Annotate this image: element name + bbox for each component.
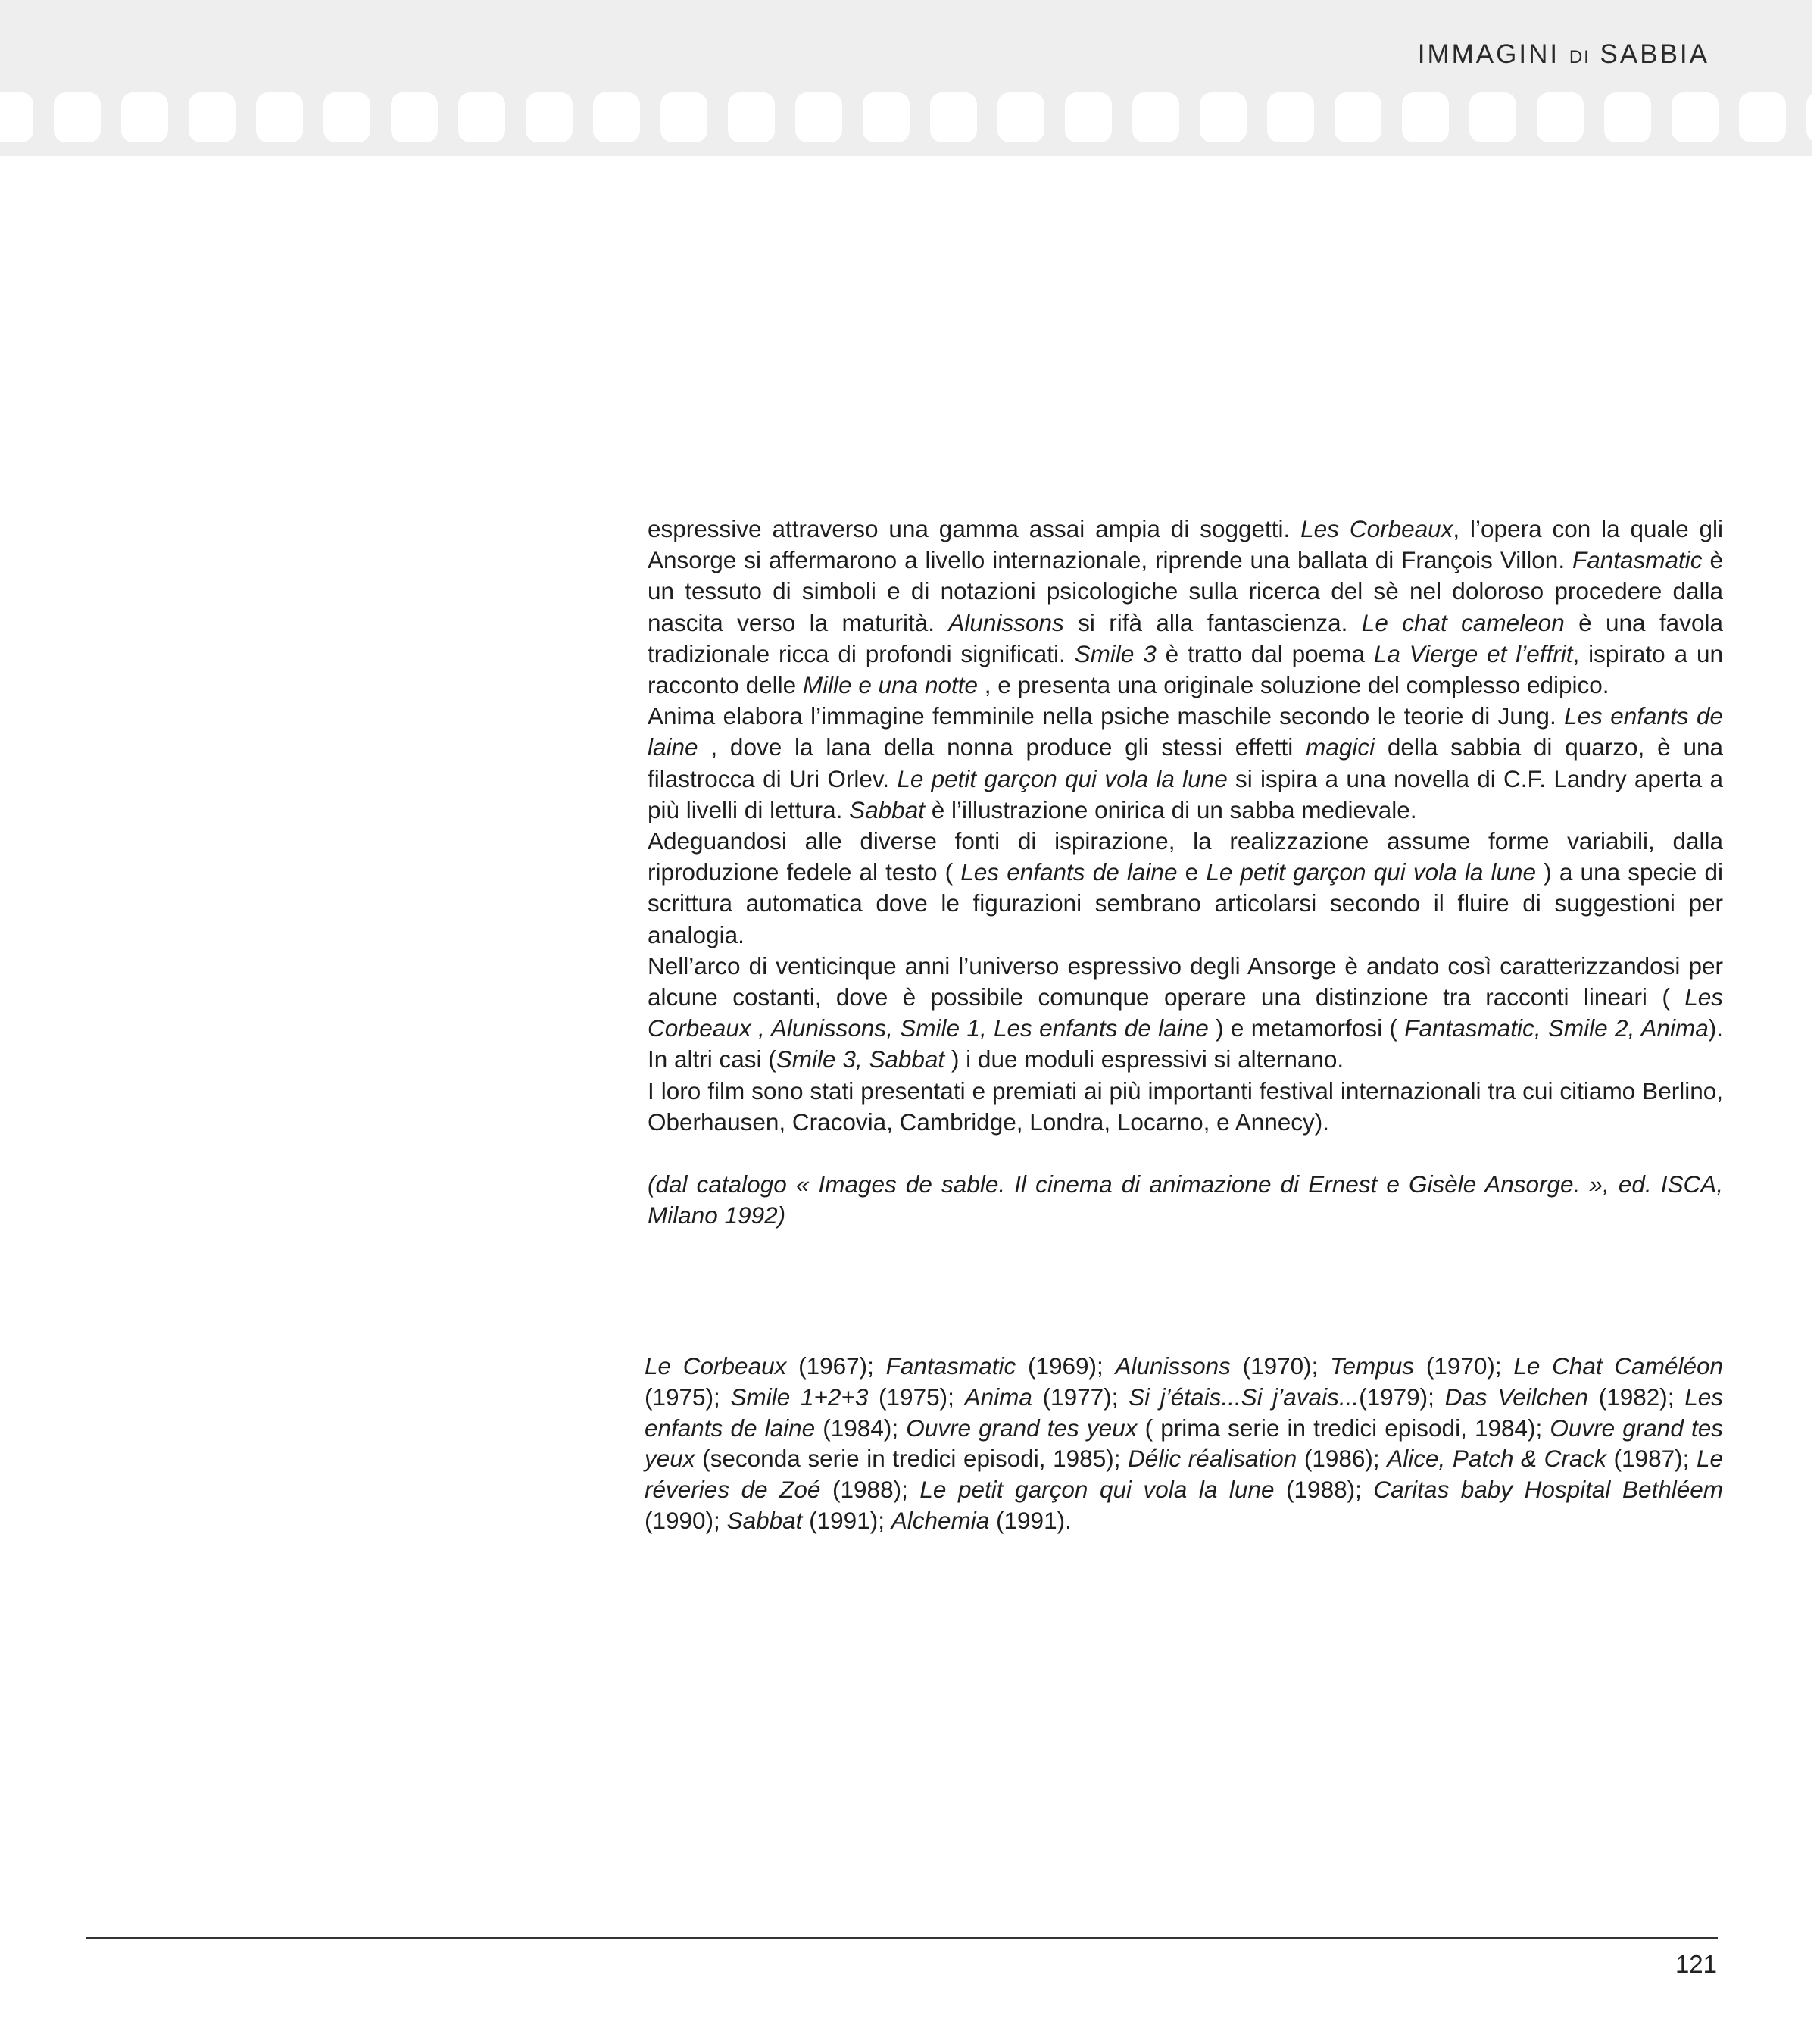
film-perforation [1672, 92, 1719, 142]
film-perforation [526, 92, 573, 142]
text-run: si ispira a una novella di C.F. Landry aperta a più livelli di lettura. [648, 764, 1724, 823]
italic-title: Smile 3, Sabbat [776, 1045, 945, 1073]
italic-title: Smile 1+2+3 [730, 1383, 869, 1411]
text-run: (1986); [1297, 1445, 1388, 1473]
italic-title: Alunissons [1115, 1352, 1231, 1380]
italic-title: Les enfants de laine [648, 702, 1723, 761]
text-run: ) e metamorfosi ( [1208, 1014, 1405, 1042]
text-run: I loro film sono stati presentati e premiati ai più importanti festival internazionali tra cui citiamo Berlino, Oberhausen, Cracovia, Cambridge, Londra, Locarno, e Annecy). [648, 1076, 1723, 1136]
film-perforation [728, 92, 775, 142]
text-run: (1975); [645, 1383, 731, 1411]
film-perforation [391, 92, 438, 142]
italic-title: Ouvre grand tes yeux [645, 1414, 1723, 1473]
text-run: Anima elabora l’immagine femminile nella psiche maschile secondo le teorie di Jung. [648, 702, 1565, 730]
text-run: è una favola tradizionale ricca di profondi significati. [648, 608, 1723, 667]
italic-title: Le chat cameleon [1361, 608, 1565, 636]
film-perforation [1200, 92, 1247, 142]
film-perforation [1335, 92, 1381, 142]
paragraph [648, 701, 1723, 826]
italic-title: Le réveries de Zoé [645, 1445, 1723, 1504]
italic-title: Sabbat [849, 795, 925, 823]
text-run: (1970); [1230, 1352, 1331, 1380]
footer-rule [86, 1937, 1718, 1939]
text-run: (1969); [1016, 1352, 1116, 1380]
text-run: è l’illustrazione onirica di un sabba medievale. [924, 795, 1417, 823]
italic-title: Le petit garçon qui vola la lune [1206, 858, 1537, 886]
text-run: (1979); [1359, 1383, 1445, 1411]
film-perforation [863, 92, 910, 142]
film-perforation [458, 92, 505, 142]
italic-title: Le Chat Caméléon [1513, 1352, 1724, 1380]
text-run: (1967); [786, 1352, 886, 1380]
text-run: della sabbia di quarzo, è una filastrocca di Uri Orlev. [648, 733, 1723, 792]
film-perforation [795, 92, 842, 142]
film-perforation [121, 92, 168, 142]
text-run: è tratto dal poema [1156, 639, 1374, 667]
italic-title: Fantasmatic [885, 1352, 1016, 1380]
film-perforation [1065, 92, 1112, 142]
italic-title: Le petit garçon qui vola la lune [919, 1476, 1275, 1504]
italic-title: Les enfants de laine [645, 1383, 1724, 1442]
page-number: 121 [1675, 1950, 1717, 1978]
text-run: , ispirato a un racconto delle [648, 639, 1724, 699]
running-head [1418, 39, 1709, 70]
text-run: (1970); [1414, 1352, 1514, 1380]
text-run: espressive attraverso una gamma assai ampia di soggetti. [648, 515, 1301, 542]
italic-title: magici [1306, 733, 1375, 761]
text-run: ) i due moduli espressivi si alternano. [944, 1045, 1344, 1073]
film-perforation [0, 92, 33, 142]
italic-title: Sabbat [726, 1506, 803, 1534]
text-run: è un tessuto di simboli e di notazioni psicologiche sulla ricerca del sè nel doloroso procedere dalla nascita verso la maturità. [648, 546, 1723, 636]
film-perforation [54, 92, 101, 142]
main-text [648, 514, 1723, 1231]
film-perforation [323, 92, 370, 142]
film-perforation [593, 92, 640, 142]
text-run: (1982); [1588, 1383, 1685, 1411]
italic-title: Le petit garçon qui vola la lune [897, 764, 1228, 792]
italic-title: Les Corbeaux , Alunissons, Smile 1, Les enfants de laine [648, 983, 1723, 1042]
italic-title: Das Veilchen [1444, 1383, 1588, 1411]
running-head-word-1: IMMAGINI [1417, 39, 1560, 69]
film-perforation [997, 92, 1044, 142]
text-run: (1988); [1274, 1476, 1374, 1504]
film-perforation [660, 92, 707, 142]
running-head-word-small: DI [1569, 47, 1591, 67]
text-run: (1988); [820, 1476, 920, 1504]
text-run: (1984); [815, 1414, 907, 1442]
text-run: ) a una specie di scrittura automatica dove le figurazioni sembrano articolarsi secondo il fluire di suggestioni per analogia. [648, 858, 1723, 948]
header-band [0, 0, 1812, 156]
paragraph [648, 826, 1723, 951]
text-run: , e presenta una originale soluzione del complesso edipico. [978, 671, 1609, 699]
film-perforation [1739, 92, 1786, 142]
text-run: ). In altri casi ( [648, 1014, 1723, 1073]
italic-title: Ouvre grand tes yeux [906, 1414, 1138, 1442]
film-perforation [1267, 92, 1314, 142]
italic-title: Alice, Patch & Crack [1387, 1445, 1606, 1473]
text-run: si rifà alla fantascienza. [1063, 608, 1362, 636]
italic-title: Smile 3 [1074, 639, 1157, 667]
paragraph [648, 1076, 1723, 1138]
film-perforation [1469, 92, 1516, 142]
text-run: (1987); [1606, 1445, 1697, 1473]
film-perforation [1132, 92, 1179, 142]
film-strip-perforations [0, 91, 1812, 144]
filmography [645, 1351, 1723, 1536]
running-head-word-2: SABBIA [1600, 39, 1709, 69]
paragraph [648, 951, 1723, 1076]
text-run: ( prima serie in tredici episodi, 1984); [1137, 1414, 1550, 1442]
text-run: (1990); [645, 1506, 727, 1534]
italic-title: Le Corbeaux [645, 1352, 787, 1380]
film-perforation [930, 92, 977, 142]
text-run: Nell’arco di venticinque anni l’universo espressivo degli Ansorge è andato così caratterizzandosi per alcune costanti, dove è possibile comunque operare una distinzione tra racconti lineari ( [648, 951, 1723, 1011]
text-run: , l’opera con la quale gli Ansorge si affermarono a livello internazionale, riprende una ballata di François Villon. [648, 515, 1723, 574]
film-perforation [1604, 92, 1651, 142]
paragraph [648, 514, 1723, 701]
italic-title: Caritas baby Hospital Bethléem [1373, 1476, 1724, 1504]
text-run: (1977); [1032, 1383, 1129, 1411]
italic-title: Fantasmatic, Smile 2, Anima [1404, 1014, 1709, 1042]
text-run: (1991); [802, 1506, 891, 1534]
italic-title: Anima [964, 1383, 1032, 1411]
italic-title: Tempus [1330, 1352, 1415, 1380]
italic-title: Les enfants de laine [960, 858, 1178, 886]
film-perforation [1402, 92, 1449, 142]
film-perforation [189, 92, 236, 142]
italic-title: Les Corbeaux [1300, 515, 1453, 542]
italic-title: La Vierge et l’effrit [1373, 639, 1573, 667]
italic-title: Alunissons [948, 608, 1064, 636]
film-perforation [1537, 92, 1584, 142]
text-run: (1975); [868, 1383, 965, 1411]
text-run: e [1177, 858, 1207, 886]
text-run: , dove la lana della nonna produce gli stessi effetti [698, 733, 1306, 761]
text-run: (seconda serie in tredici episodi, 1985); [695, 1445, 1129, 1473]
italic-title: Alchemia [891, 1506, 990, 1534]
italic-title: Si j’étais...Si j’avais... [1129, 1383, 1360, 1411]
italic-title: Délic réalisation [1128, 1445, 1297, 1473]
film-perforation [1806, 92, 1812, 142]
italic-title: Fantasmatic [1572, 546, 1703, 574]
text-run: (1991). [989, 1506, 1072, 1534]
text-run: Adeguandosi alle diverse fonti di ispirazione, la realizzazione assume forme variabili, dalla riproduzione fedele al testo ( [648, 827, 1723, 886]
film-perforation [256, 92, 303, 142]
citation: (dal catalogo « Images de sable. Il cinema di animazione di Ernest e Gisèle Ansorge. », ed. ISCA, Milano 1992) [648, 1170, 1723, 1230]
italic-title: Mille e una notte [802, 671, 979, 699]
